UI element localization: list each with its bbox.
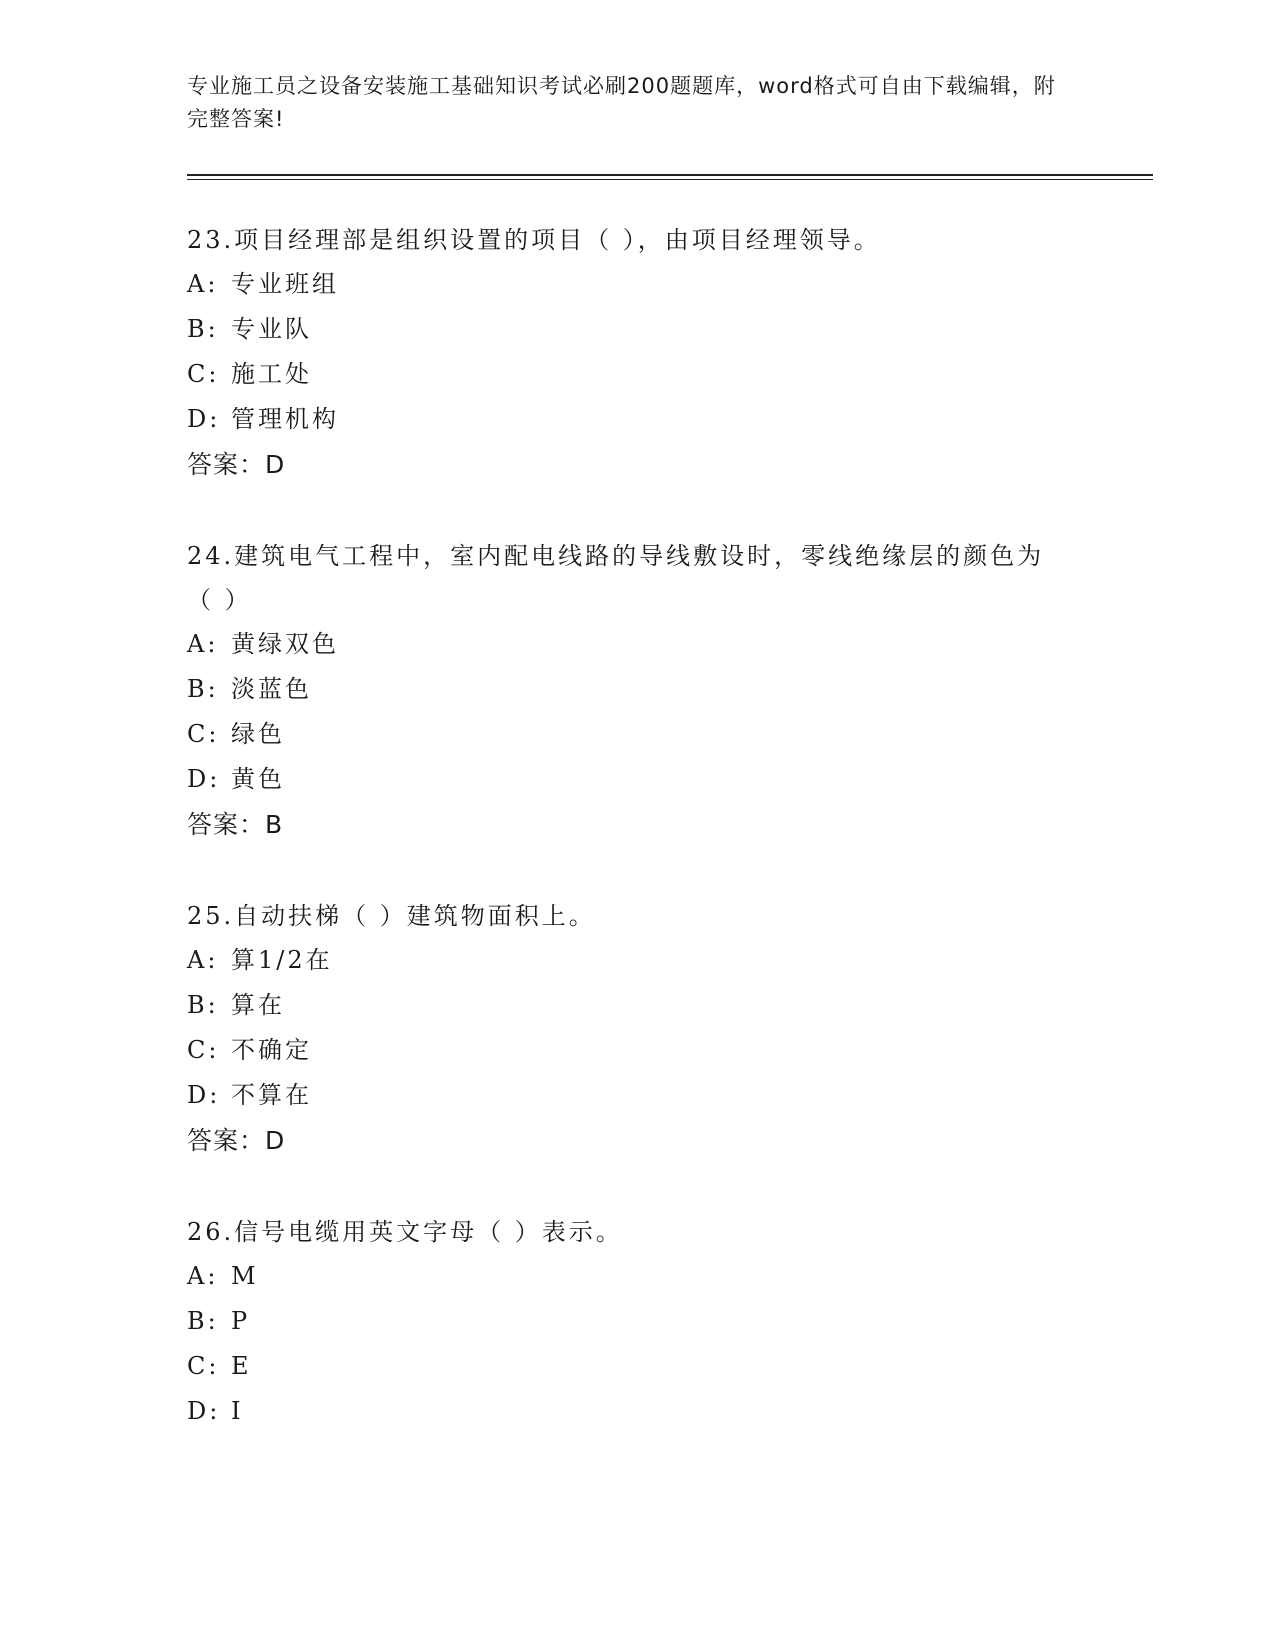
option-d (187, 397, 1147, 442)
option-letter: C: (187, 720, 220, 748)
option-b (187, 307, 1147, 352)
option-letter: C: (187, 360, 220, 388)
option-c (187, 352, 1147, 397)
option-text: E (231, 1352, 252, 1380)
option-c (187, 1344, 1147, 1389)
option-a (187, 622, 1147, 667)
option-letter: A: (187, 1262, 219, 1290)
option-letter: B: (187, 675, 219, 703)
option-text: 黄色 (231, 765, 285, 793)
option-text: 施工处 (231, 360, 312, 388)
option-letter: D: (187, 1397, 221, 1425)
option-text: 管理机构 (231, 405, 339, 433)
option-a (187, 262, 1147, 307)
option-text: 算1/2在 (231, 946, 333, 974)
option-letter: D: (187, 765, 221, 793)
option-text: 淡蓝色 (231, 675, 312, 703)
option-text: I (231, 1397, 244, 1425)
document-page (187, 70, 1147, 1480)
answer-line: 答案：D (187, 450, 286, 479)
question-stem: 23.项目经理部是组织设置的项目（ ），由项目经理领导。 (187, 226, 881, 254)
option-c (187, 712, 1147, 757)
option-letter: A: (187, 270, 219, 298)
option-letter: B: (187, 1307, 219, 1335)
question-24 (187, 534, 1147, 848)
answer-line: 答案：B (187, 810, 284, 839)
option-text: P (231, 1307, 251, 1335)
option-d (187, 757, 1147, 802)
option-d (187, 1073, 1147, 1118)
option-text: 专业队 (231, 315, 312, 343)
option-a (187, 938, 1147, 983)
question-list (187, 218, 1147, 1434)
option-c (187, 1028, 1147, 1073)
option-letter: A: (187, 630, 219, 658)
option-letter: C: (187, 1352, 220, 1380)
option-letter: D: (187, 405, 221, 433)
answer-line: 答案：D (187, 1126, 286, 1155)
option-b (187, 1299, 1147, 1344)
question-25 (187, 894, 1147, 1164)
option-a (187, 1254, 1147, 1299)
option-text: 绿色 (231, 720, 285, 748)
question-stem: 25.自动扶梯（ ）建筑物面积上。 (187, 902, 596, 930)
option-letter: C: (187, 1036, 220, 1064)
question-stem: 24.建筑电气工程中，室内配电线路的导线敷设时，零线绝缘层的颜色为（ ） (187, 542, 1045, 614)
option-d (187, 1389, 1147, 1434)
option-text: 黄绿双色 (231, 630, 339, 658)
option-text: 不确定 (231, 1036, 312, 1064)
document-header: 专业施工员之设备安装施工基础知识考试必刷200题题库，word格式可自由下载编辑，附完整答案! (187, 74, 1056, 131)
option-text: 算在 (231, 991, 285, 1019)
option-letter: A: (187, 946, 219, 974)
option-letter: B: (187, 315, 219, 343)
option-text: 不算在 (231, 1081, 312, 1109)
option-b (187, 983, 1147, 1028)
option-text: 专业班组 (231, 270, 339, 298)
question-stem: 26.信号电缆用英文字母（ ）表示。 (187, 1218, 623, 1246)
option-letter: B: (187, 991, 219, 1019)
option-b (187, 667, 1147, 712)
option-letter: D: (187, 1081, 221, 1109)
option-text: M (231, 1262, 259, 1290)
header-divider (187, 174, 1153, 176)
question-26 (187, 1210, 1147, 1434)
question-23 (187, 218, 1147, 488)
